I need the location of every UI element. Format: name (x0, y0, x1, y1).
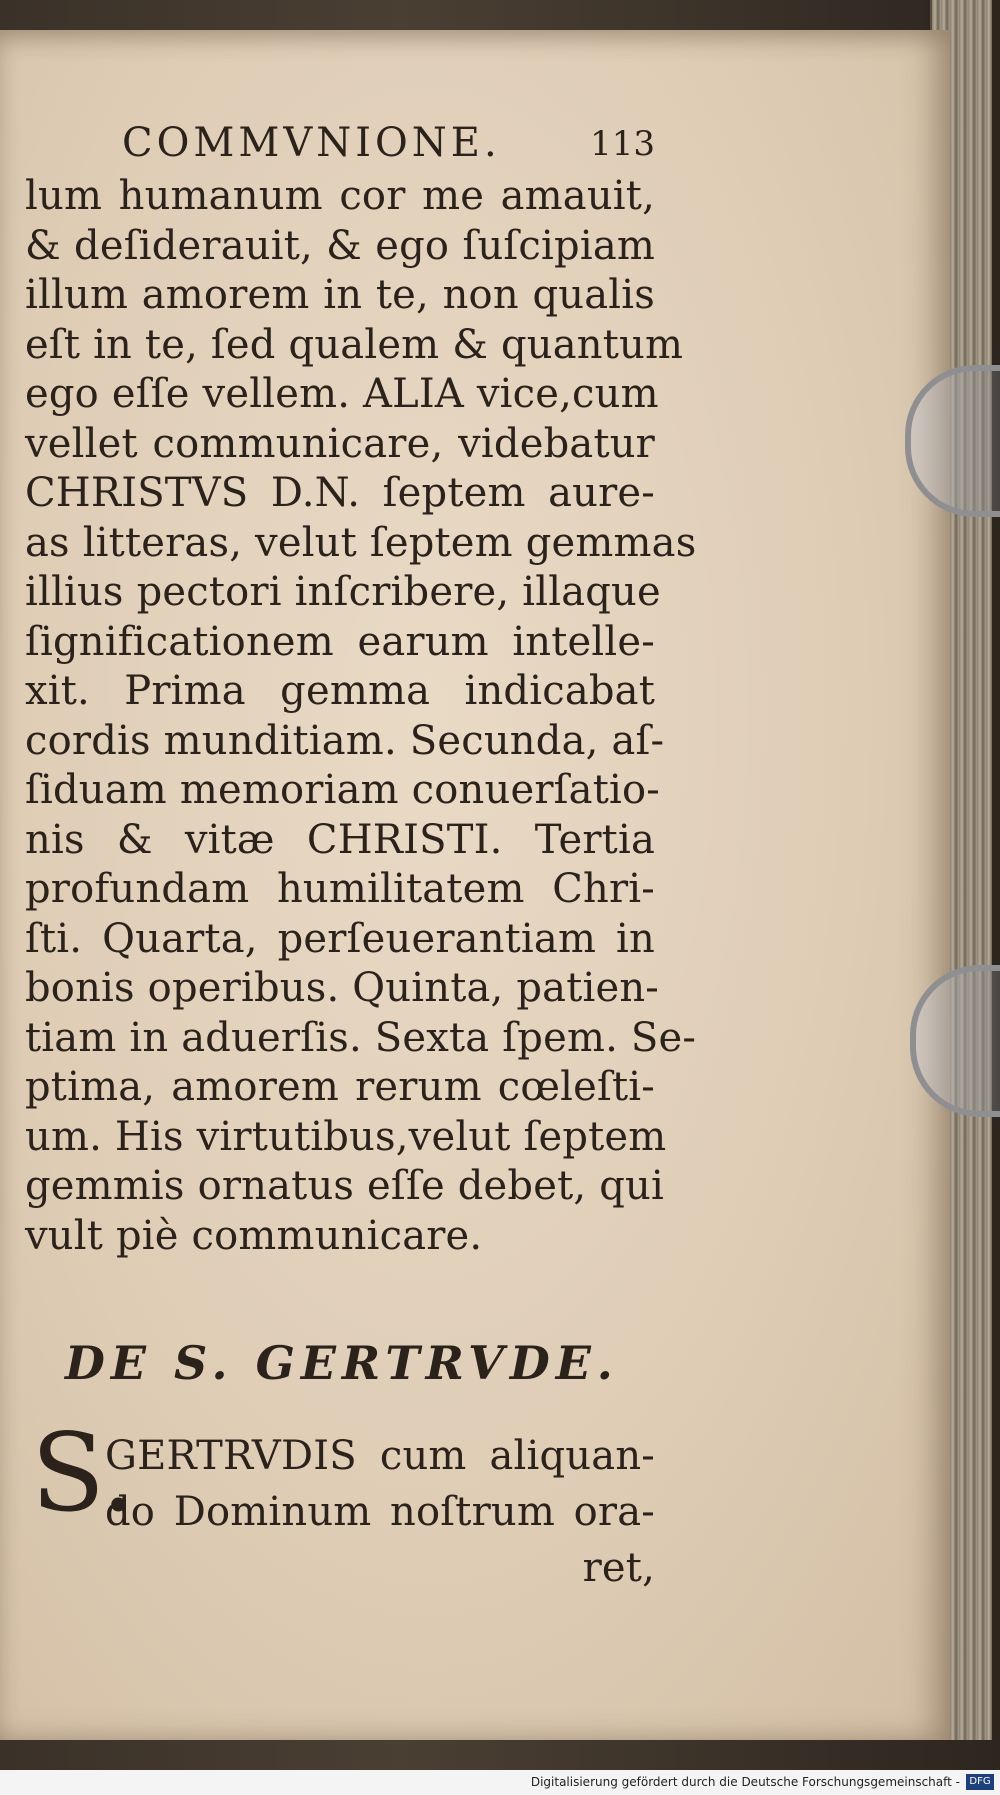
text-line: profundam humilitatem Chri- (25, 866, 655, 912)
text-line: lum humanum cor me amauit, (25, 173, 655, 219)
text-line: as litteras, velut ſeptem gemmas (25, 519, 697, 566)
body-paragraph (25, 172, 697, 1261)
text-line: nis & vitæ CHRISTI. Tertia (25, 816, 655, 863)
book-page (0, 30, 950, 1740)
text-line: ſignificationem earum intelle- (25, 618, 655, 665)
text-line: ptima, amorem rerum cœleſti- (25, 1064, 655, 1110)
text-line: um. His virtutibus,velut ſeptem (25, 1113, 667, 1160)
drop-cap: S. (31, 1411, 136, 1536)
section-paragraph (25, 1411, 655, 1658)
text-block (25, 112, 697, 1658)
section-heading: DE S. GERTRVDE. (65, 1336, 619, 1390)
text-line: GERTRVDIS cum aliquan- (105, 1433, 655, 1479)
dfg-logo: DFG (966, 1774, 994, 1790)
page-number: 113 (590, 124, 655, 164)
running-title: COMMVNIONE. (122, 120, 501, 166)
text-line: illum amorem in te, non qualis (25, 272, 655, 318)
text-line: illius pectori inſcribere, illaque (25, 569, 661, 615)
running-head (25, 112, 655, 172)
text-line: xit. Prima gemma indicabat (25, 668, 655, 714)
text-line: ego eſſe vellem. ALIA vice,cum (25, 371, 659, 417)
catchword: ret, (582, 1545, 655, 1591)
text-line: CHRISTVS D.N. ſeptem aure- (25, 470, 655, 516)
section-lines (105, 1428, 655, 1596)
text-line: ſti. Quarta, perſeuerantiam in (25, 915, 655, 962)
footer-bar (0, 1770, 1000, 1795)
text-line: do Dominum noſtrum ora- (105, 1489, 655, 1535)
text-line: bonis operibus. Quinta, patien- (25, 965, 660, 1011)
text-line: eſt in te, ſed qualem & quantum (25, 321, 684, 368)
text-line: & deſiderauit, & ego ſuſcipiam (25, 222, 655, 269)
text-line: vellet communicare, videbatur (25, 420, 655, 467)
footer-credit: Digitalisierung gefördert durch die Deutsche Forschungsgemeinschaft - (530, 1775, 960, 1789)
text-line: vult piè communicare. (25, 1212, 483, 1259)
text-line: gemmis ornatus eſſe debet, qui (25, 1163, 664, 1209)
text-line: ſiduam memoriam conuerſatio- (25, 767, 660, 813)
text-line: cordis munditiam. Secunda, aſ- (25, 717, 665, 764)
text-line: tiam in aduerſis. Sexta ſpem. Se- (25, 1014, 697, 1061)
